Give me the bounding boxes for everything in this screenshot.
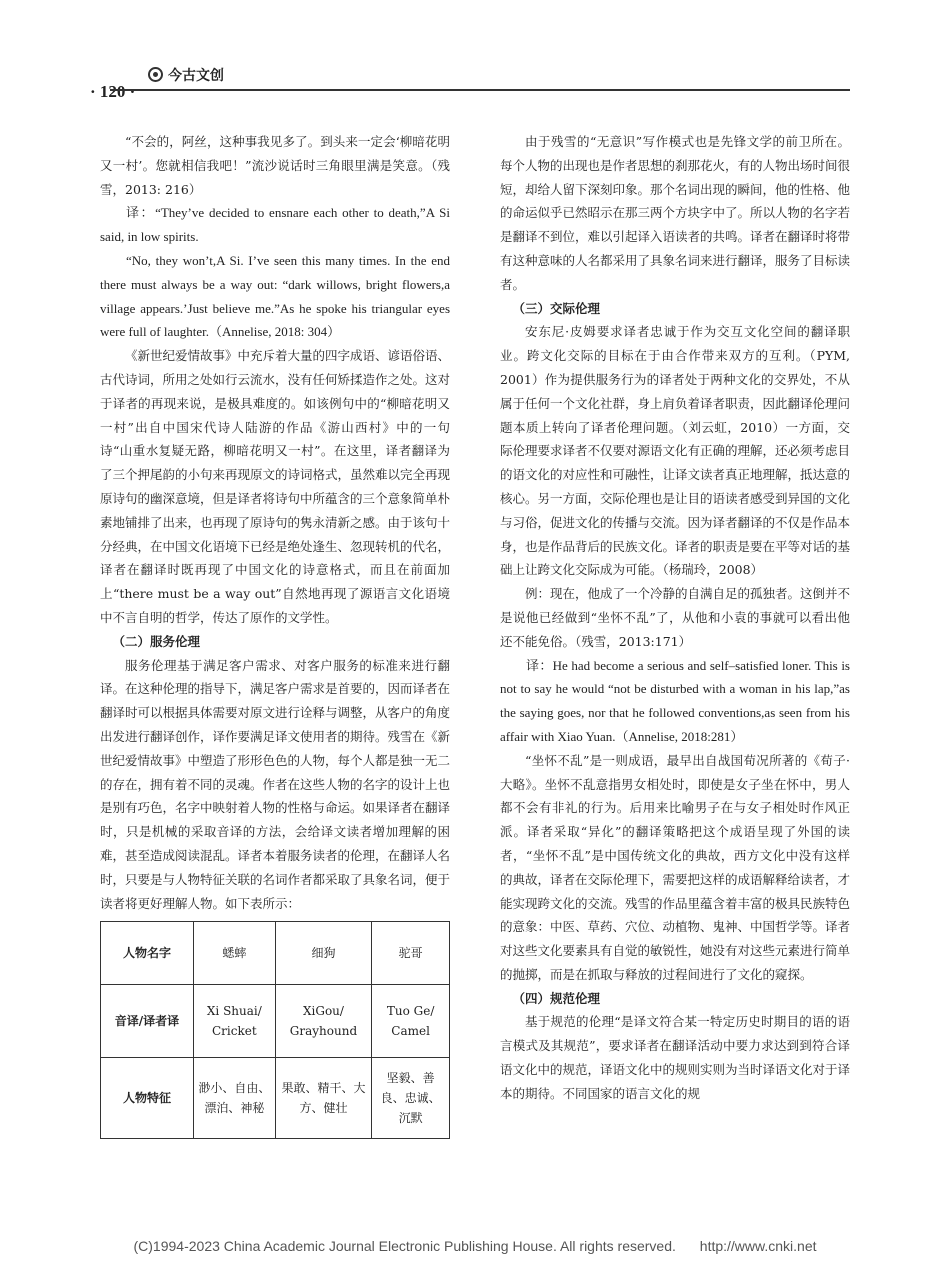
header-rule (110, 89, 850, 91)
journal-name: 今古文创 (168, 68, 224, 84)
copyright-notice: (C)1994-2023 China Academic Journal Electronic Publishing House. All rights reserved. (133, 1238, 676, 1254)
communicative-ethics-paragraph: 安东尼·皮姆要求译者忠诚于作为交互文化空间的翻译职业。跨文化交际的目标在于由合作带来双方的互利。（PYM, 2001）作为提供服务行为的译者处于两种文化的交界处，不从属于任何一个文化社群，身上肩负着译者职责，因此翻译伦理问题本质上转向了译者伦理问题。（刘云虹，2010）一方面，交际伦理要求译者不仅要对源语文化有正确的理解，还必须考虑目的语文化的对应性和可融性，让译文读者真正地理解，抵达意的核心。另一方面，交际伦理也是让目的语读者感受到异国的文化与习俗，促进文化的传播与交流。因为译者翻译的不仅是作品本身，也是作品背后的民族文化。译者的职责是要在平等对话的基础上让跨文化交际成为可能。（杨瑞玲，2008） (500, 324, 851, 578)
section-heading-norm-ethics: （四）规范伦理 (512, 990, 601, 1006)
character-name-table (100, 921, 450, 1139)
table-cell: Xi Shuai/ Cricket (194, 985, 276, 1058)
norm-ethics-paragraph: 基于规范的伦理“是译文符合某一特定历史时期目的语的语言模式及其规范”，要求译者在翻译活动中要力求达到到符合译语文化中的规范，译语文化中的规则实则为当时译语文化对于译本的期待。不同国家的语言文化的规 (500, 1014, 851, 1101)
naming-paragraph: 由于残雪的“无意识”写作模式也是先锋文学的前卫所在。每个人物的出现也是作者思想的刹那花火，有的人物出场时间很短，却给人留下深刻印象。那个名词出现的瞬间，他的性格、他的命运似乎已然昭示在那三两个方块字中了。所以人物的名字若是翻译不到位，难以引起译入语读者的共鸣。译者在翻译时将带有这种意味的人名都采用了具象名词来进行翻译，服务了目标读者。 (500, 134, 851, 292)
table-cell: 蟋蟀 (194, 922, 276, 985)
table-row (101, 922, 450, 985)
table-cell: 渺小、自由、漂泊、神秘 (194, 1058, 276, 1139)
quote-chinese: “不会的，阿丝，这种事我见多了。到头来一定会‘柳暗花明又一村’。您就相信我吧！”流沙说话时三角眼里满是笑意。（残雪，2013: 216） (100, 134, 450, 197)
section-heading-service-ethics: （二）服务伦理 (112, 633, 201, 649)
journal-logo-icon (148, 67, 163, 82)
page-footer (0, 1238, 950, 1254)
right-column (500, 130, 850, 1106)
table-row-header: 人物名字 (101, 922, 194, 985)
table-row-header: 音译/译者译 (101, 985, 194, 1058)
table-cell: 细狗 (275, 922, 372, 985)
left-column (100, 130, 450, 1139)
table-row (101, 1058, 450, 1139)
footer-url: http://www.cnki.net (699, 1238, 817, 1254)
translation-line-2: “No, they won’t,A Si. I’ve seen this many times. In the end there must always be a way out: “dark willows, bright flowers,a village appears.’Just believe me.”As he spoke his triangular eyes were full of laughter.（Annelise, 2018: 304） (100, 252, 450, 340)
table-cell: 果敢、精干、大方、健壮 (275, 1058, 372, 1139)
table-cell: 驼哥 (372, 922, 450, 985)
table-row (101, 985, 450, 1058)
idiom-analysis-paragraph: “坐怀不乱”是一则成语，最早出自战国荀况所著的《荀子·大略》。坐怀不乱意指男女相处时，即使是女子坐在怀中，男人都不会有非礼的行为。后用来比喻男子在与女子相处时作风正派。译者采取“异化”的翻译策略把这个成语呈现了外国的读者，“坐怀不乱”是中国传统文化的典故，西方文化中没有这样的典故，译者在交际伦理下，需要把这样的成语解释给读者，才能实现跨文化的交流。残雪的作品里蕴含着丰富的极具民族特色的意象：中医、草药、穴位、动植物、鬼神、中国哲学等。译者对这些文化要素具有自觉的敏锐性，她没有对这些元素进行简单的抛掷，而是在抓取与释放的过程间进行了文化的窥探。 (500, 752, 851, 982)
service-ethics-paragraph: 服务伦理基于满足客户需求、对客户服务的标准来进行翻译。在这种伦理的指导下，满足客户需求是首要的，因而译者在翻译时可以根据具体需要对原文进行诠释与调整，从客户的角度出发进行翻译创作，译作要满足译文使用者的期待。残雪在《新世纪爱情故事》中塑造了形形色色的人物，每个人都是独一无二的存在，拥有着不同的灵魂。作者在这些人物的名字的设计上也是别有巧色，名字中映射着人物的性格与命运。如果译者在翻译时，只是机械的采取音译的方法，会给译文读者增加理解的困难，甚至造成阅读混乱。译者本着服务读者的伦理，在翻译人名时，只要是与人物特征关联的名词作者都采取了具象名词，便于读者将更好理解人物。如下表所示： (100, 657, 451, 911)
example-translation: 译：He had become a serious and self–satisfied loner. This is not to say he would “not be disturbed with a woman in his lap,”as the saying goes, nor that he followed conventions,as seen from his affair with Xiao Yuan.（Annelise, 2018:281） (500, 657, 850, 744)
section-heading-communicative-ethics: （三）交际伦理 (512, 300, 601, 316)
translation-line-1: 译：“They’ve decided to ensnare each other to death,”A Si said, in low spirits. (100, 205, 450, 245)
table-cell: 坚毅、善良、忠诚、沉默 (372, 1058, 450, 1139)
table-row-header: 人物特征 (101, 1058, 194, 1139)
table-cell: XiGou/ Grayhound (275, 985, 372, 1058)
example-chinese: 例：现在，他成了一个冷静的自满自足的孤独者。这倒并不是说他已经做到“坐怀不乱”了，从他和小袁的事就可以看出他还不能免俗。（残雪，2013:171） (500, 586, 851, 649)
analysis-paragraph: 《新世纪爱情故事》中充斥着大量的四字成语、谚语俗语、古代诗词，所用之处如行云流水，没有任何矫揉造作之处。这对于译者的再现来说，是极具难度的。如该例句中的“柳暗花明又一村”出自中国宋代诗人陆游的作品《游山西村》中的一句诗“山重水复疑无路，柳暗花明又一村”。在这里，译者翻译为了三个押尾韵的小句来再现原文的诗词格式，虽然难以完全再现原诗句的幽深意境，但是译者将诗句中所蕴含的三个意象简单朴素地铺排了出来，也再现了原诗句的隽永清新之感。由于该句十分经典，在中国文化语境下已经是绝处逢生、忽现转机的代名，译者在翻译时既再现了中国文化的诗意格式，而且在前面加上“there must be a way out”自然地再现了源语言文化语境中不言自明的哲学，传达了原作的文学性。 (100, 348, 451, 625)
page-number: · 120 · (90, 82, 136, 101)
table-cell: Tuo Ge/ Camel (372, 985, 450, 1058)
page-header (90, 62, 850, 102)
